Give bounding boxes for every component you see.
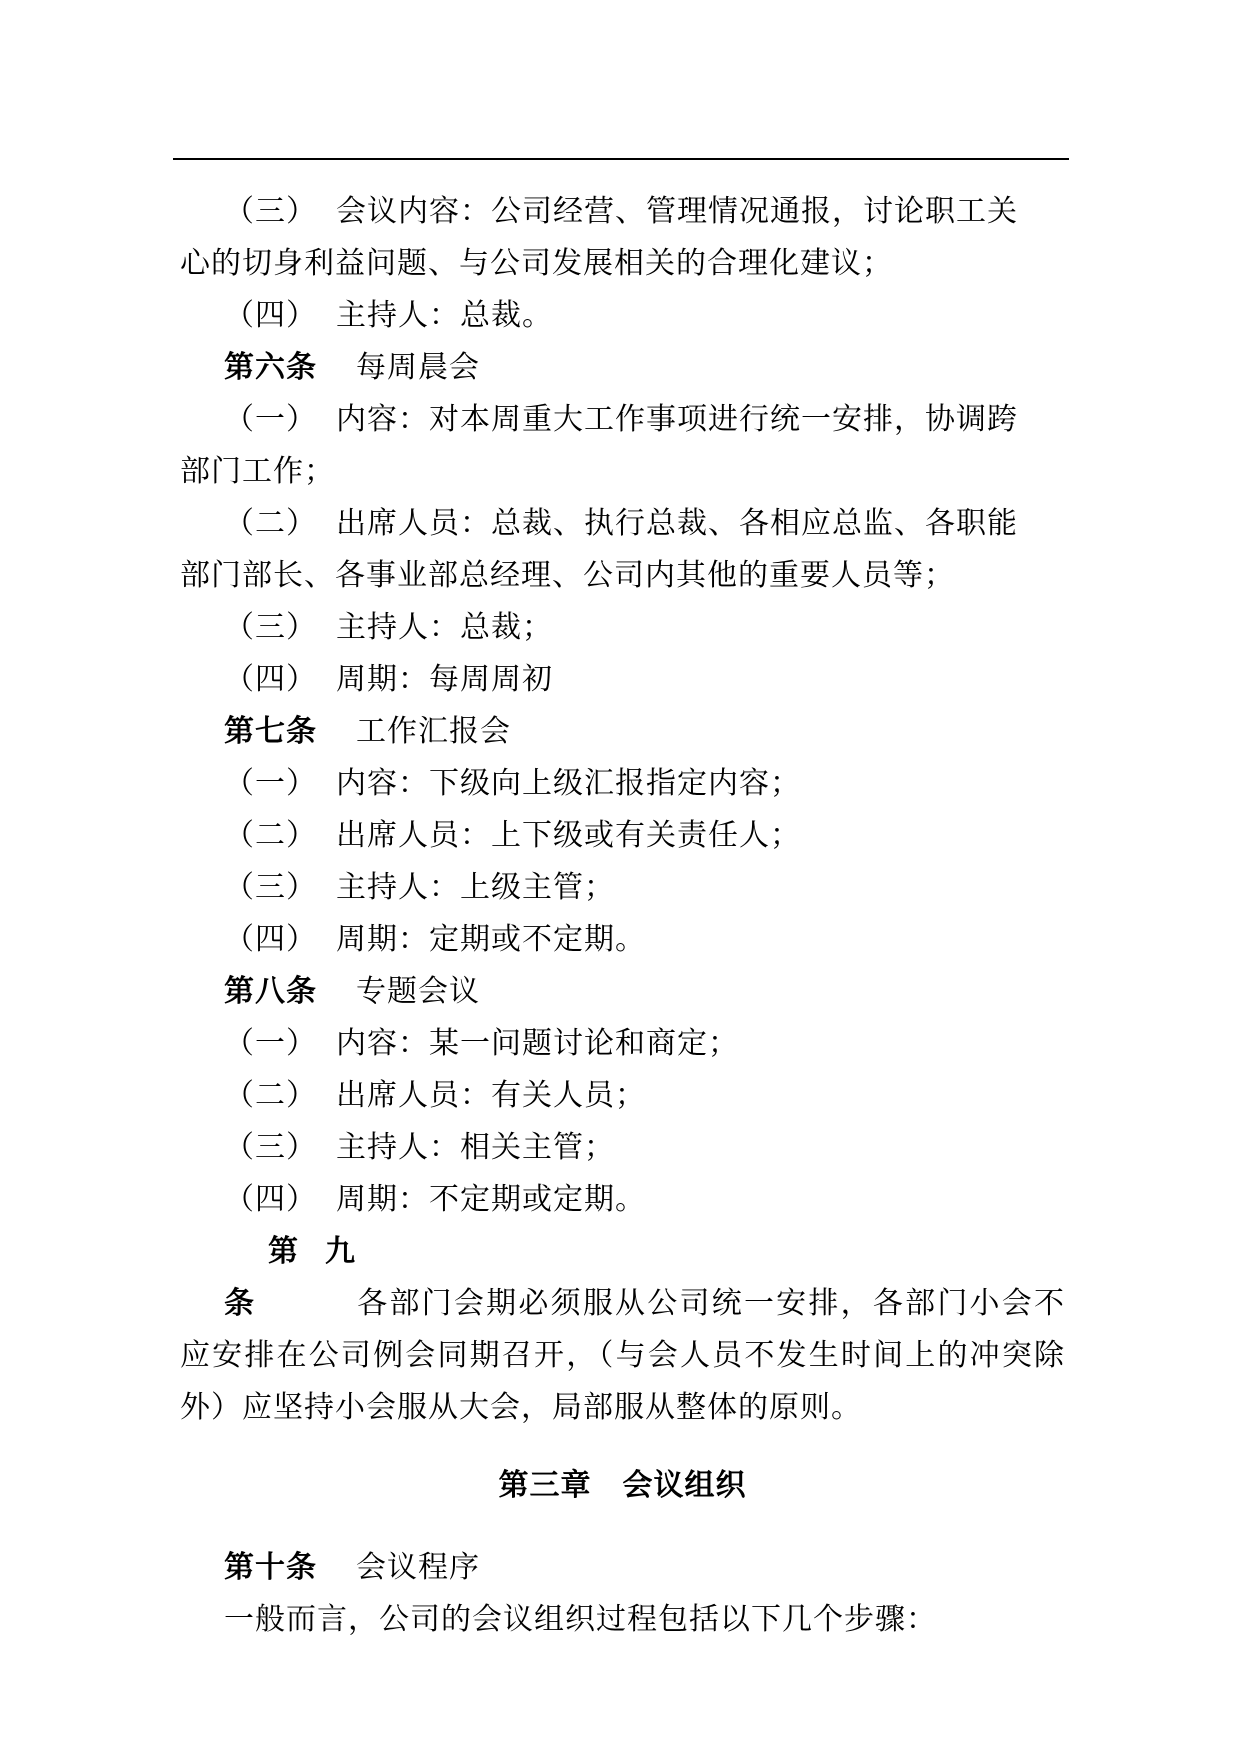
item-text: 主持人：相关主管；: [336, 1130, 615, 1165]
item-number: （三）: [224, 194, 317, 229]
item-text: 周期：每周周初: [336, 662, 553, 697]
document-body: [180, 186, 1065, 1646]
item-number: （二）: [224, 506, 317, 541]
item-text: 周期：定期或不定期。: [336, 922, 646, 957]
list-item: [180, 862, 1065, 914]
header-rule: [173, 158, 1069, 160]
list-item: [180, 758, 1065, 810]
item-text: 会议内容：公司经营、管理情况通报，讨论职工关: [336, 194, 1018, 229]
list-item: [180, 654, 1065, 706]
article-title: 会议程序: [356, 1550, 480, 1585]
item-number: （四）: [224, 662, 317, 697]
item-number: （二）: [224, 818, 317, 853]
list-item: [180, 394, 1065, 446]
item-number: （四）: [224, 1182, 317, 1217]
body-text: 一般而言，公司的会议组织过程包括以下几个步骤：: [224, 1602, 937, 1637]
article-label: 第九条: [224, 1234, 356, 1321]
article-heading: [180, 706, 1065, 758]
item-number: （二）: [224, 1078, 317, 1113]
item-text: 内容：某一问题讨论和商定；: [336, 1026, 739, 1061]
item-text: 主持人：上级主管；: [336, 870, 615, 905]
article-heading: [180, 966, 1065, 1018]
item-number: （一）: [224, 1026, 317, 1061]
article-title: 专题会议: [356, 974, 480, 1009]
article-heading: [180, 1542, 1065, 1594]
list-item: [180, 602, 1065, 654]
chapter-heading: 第三章 会议组织: [498, 1468, 747, 1503]
item-text: 主持人：总裁；: [336, 610, 553, 645]
article-title: 工作汇报会: [356, 714, 511, 749]
article-paragraph: [180, 1226, 1065, 1434]
article-body: 各部门会期必须服从公司统一安排，各部门小会不应安排在公司例会同期召开，（与会人员不发生时间上的冲突除外）应坚持小会服从大会，局部服从整体的原则。: [180, 1286, 1065, 1425]
item-text: 主持人：总裁。: [336, 298, 553, 333]
item-text: 内容：对本周重大工作事项进行统一安排，协调跨: [336, 402, 1018, 437]
item-text: 出席人员：上下级或有关责任人；: [336, 818, 801, 853]
article-label: 第六条: [224, 350, 317, 385]
continuation-line: 部门部长、各事业部总经理、公司内其他的重要人员等；: [180, 558, 955, 593]
list-item: [180, 1122, 1065, 1174]
item-number: （四）: [224, 298, 317, 333]
list-item: [180, 914, 1065, 966]
article-label: 第十条: [224, 1550, 317, 1585]
article-label: 第八条: [224, 974, 317, 1009]
item-number: （一）: [224, 402, 317, 437]
item-number: （三）: [224, 870, 317, 905]
item-text: 周期：不定期或定期。: [336, 1182, 646, 1217]
item-number: （四）: [224, 922, 317, 957]
list-item: [180, 810, 1065, 862]
article-heading: [180, 342, 1065, 394]
continuation-line: 心的切身利益问题、与公司发展相关的合理化建议；: [180, 246, 893, 281]
list-item: [180, 1018, 1065, 1070]
item-number: （三）: [224, 1130, 317, 1165]
item-number: （三）: [224, 610, 317, 645]
continuation-line: 部门工作；: [180, 454, 335, 489]
list-item: [180, 1174, 1065, 1226]
item-text: 内容：下级向上级汇报指定内容；: [336, 766, 801, 801]
list-item: [180, 498, 1065, 550]
list-item: [180, 1070, 1065, 1122]
article-title: 每周晨会: [356, 350, 480, 385]
item-text: 出席人员：总裁、执行总裁、各相应总监、各职能: [336, 506, 1018, 541]
item-text: 出席人员：有关人员；: [336, 1078, 646, 1113]
article-label: 第七条: [224, 714, 317, 749]
list-item: [180, 290, 1065, 342]
list-item: [180, 186, 1065, 238]
item-number: （一）: [224, 766, 317, 801]
